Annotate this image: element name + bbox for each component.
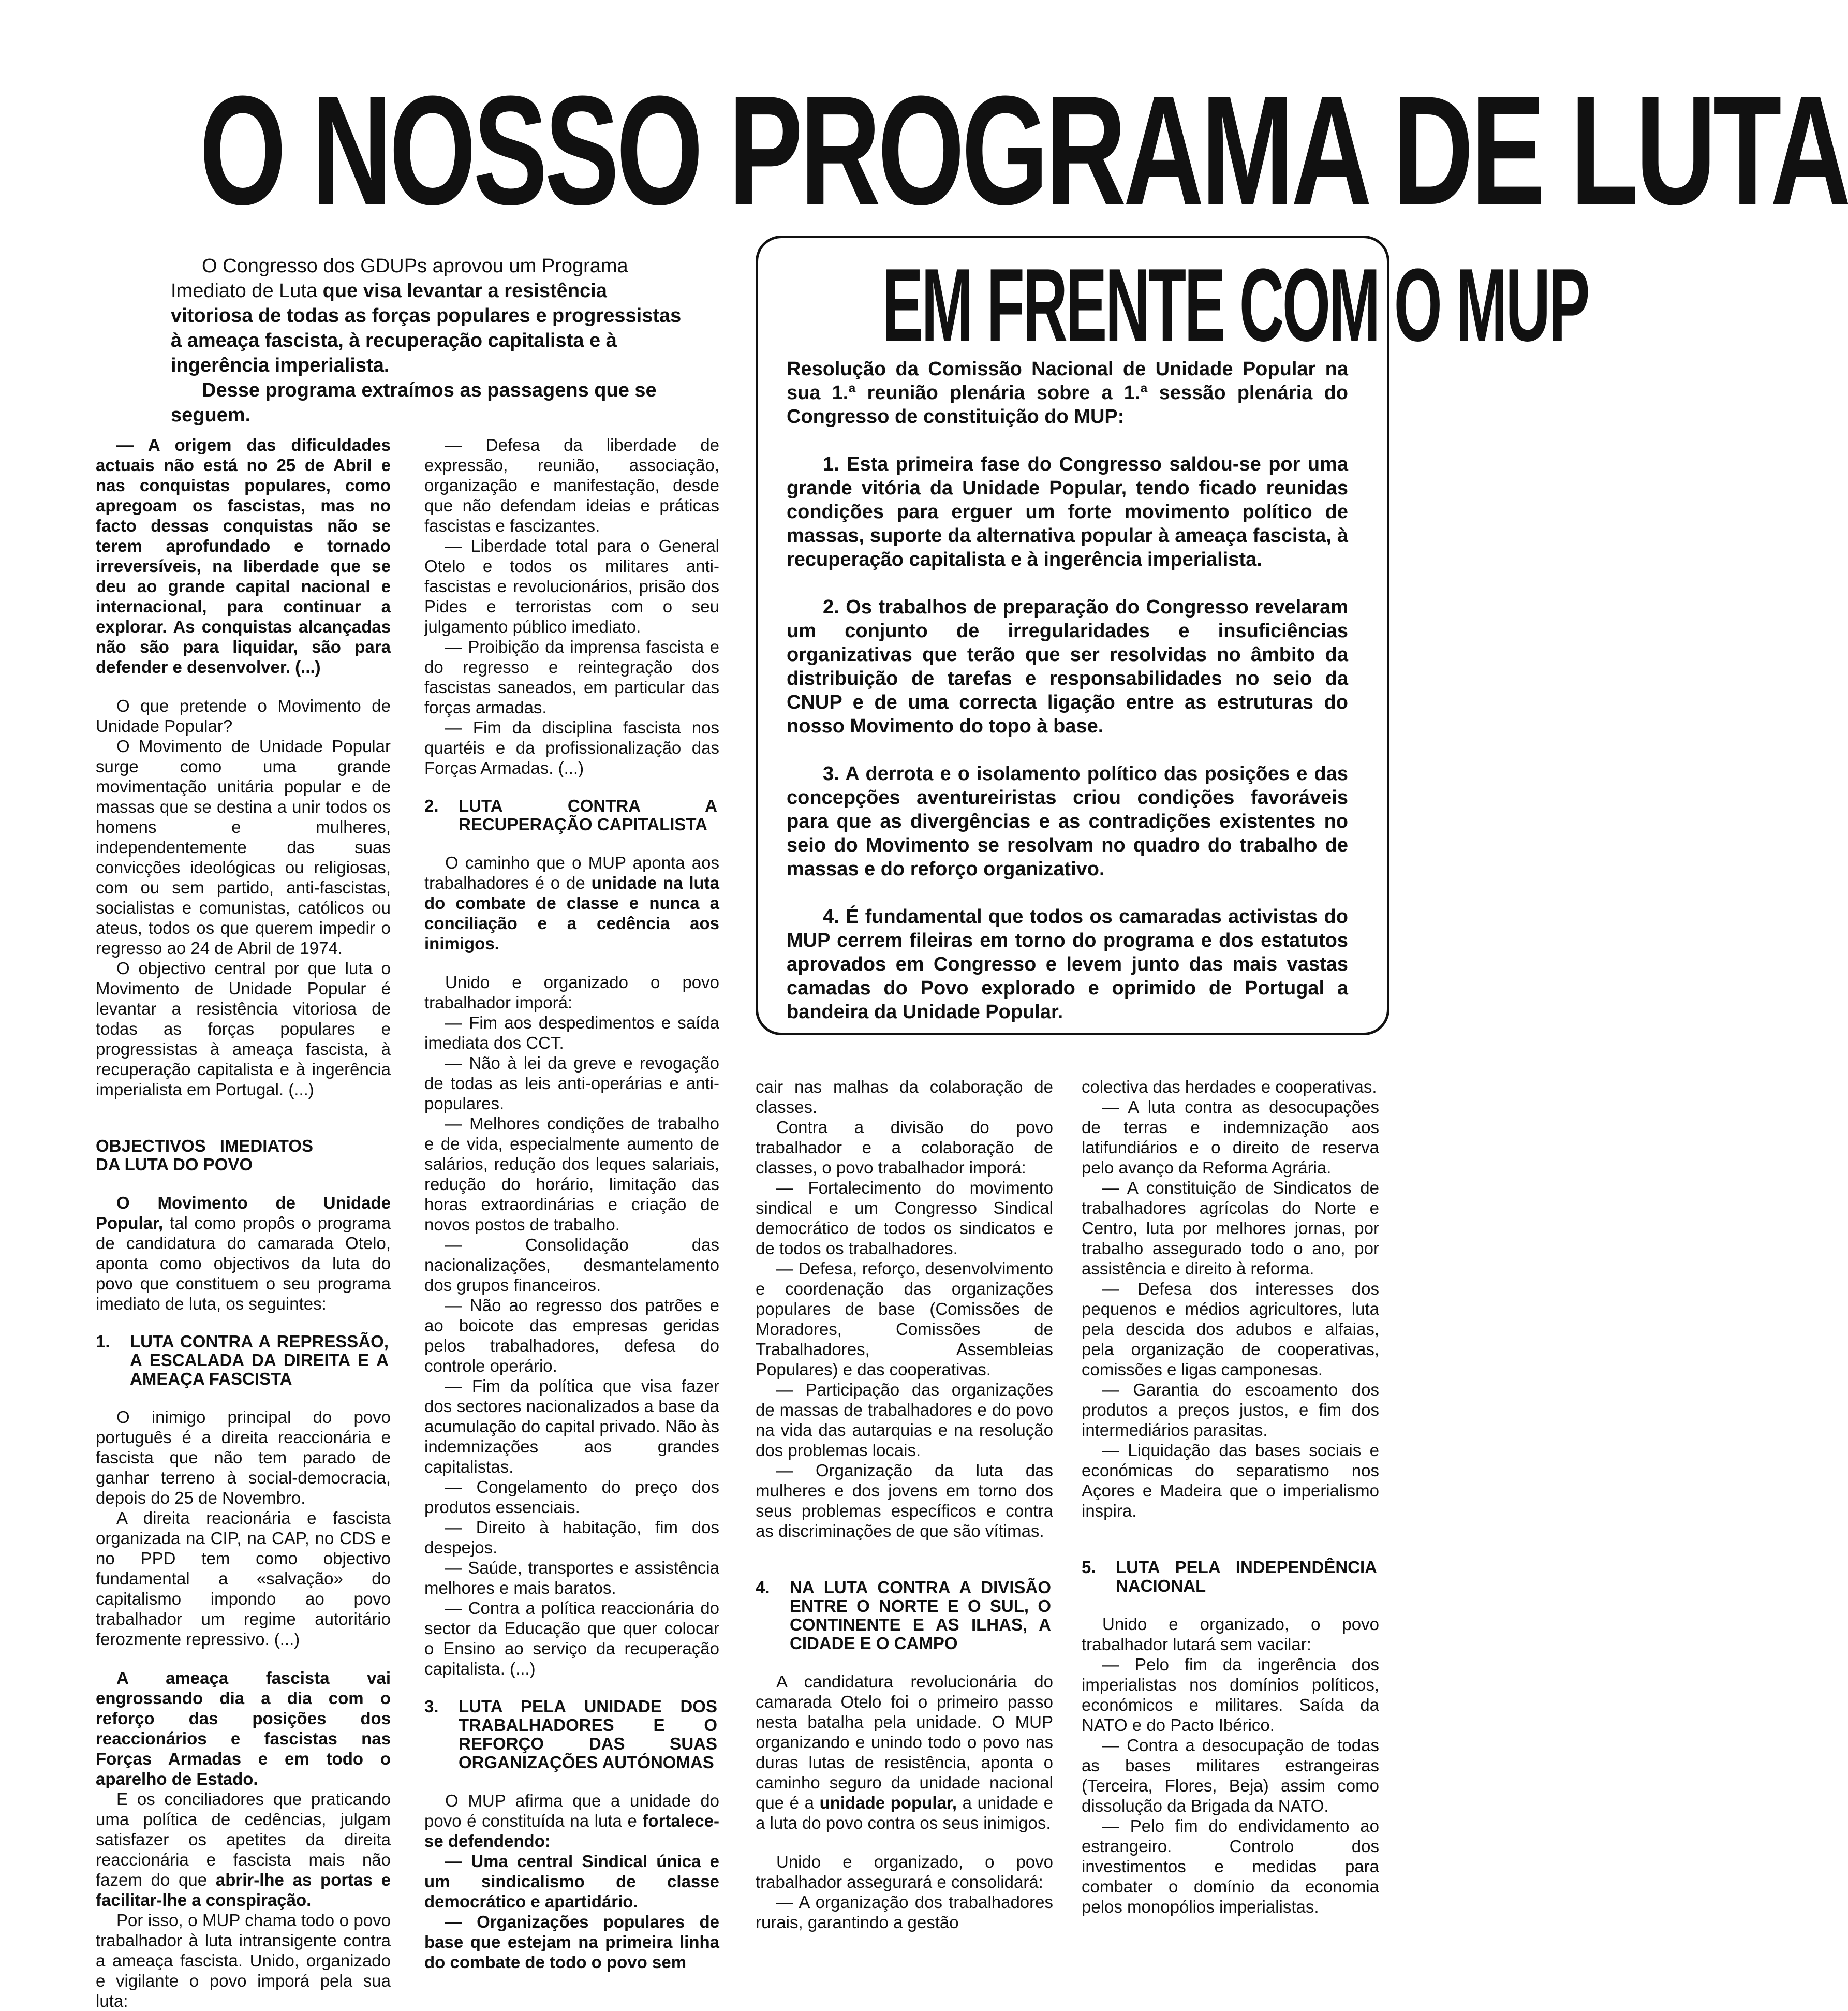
col4-heading-5-num: 5. (1082, 1558, 1096, 1577)
col2-heading-3 (424, 1697, 719, 1772)
col3-p9: — A organização dos trabalhadores rurais, garantindo a gestão (756, 1892, 1053, 1932)
column-1 (96, 435, 391, 2011)
page-headline: O NOSSO PROGRAMA DE LUTA (199, 63, 1848, 237)
col3-p6: — Organização da luta das mulheres e dos jovens em torno dos seus problemas específicos e contra as discriminações de que são vítimas. (756, 1461, 1053, 1540)
col2-p5-b: unidade na luta do combate de classe e nunca a conciliação e a cedência aos inimigos. (424, 873, 719, 953)
col4-p9: — Contra a desocupação de todas as bases militares estrangeiras (Terceira, Flores, Beja) assim como dissolução da Brigada da NATO. (1082, 1736, 1379, 1815)
column-3 (756, 1077, 1053, 1932)
col2-heading-2-text: LUTA CONTRA A RECUPERAÇÃO CAPITALISTA (459, 796, 717, 834)
col3-heading-4 (756, 1578, 1053, 1653)
col2-p18: — Uma central Sindical única e um sindicalismo de classe democrático e apartidário. (424, 1852, 719, 1911)
col3-heading-4-text: NA LUTA CONTRA A DIVISÃO ENTRE O NORTE E O SUL, O CONTINENTE E AS ILHAS, A CIDADE E O CAMPO (790, 1578, 1051, 1653)
col2-p16: — Contra a política reaccionária do sector da Educação que quer colocar o Ensino ao serviço da recuperação capitalista. (...) (424, 1598, 719, 1678)
col4-p6: — Liquidação das bases sociais e económicas do separatismo nos Açores e Madeira que o imperialismo inspira. (1082, 1441, 1379, 1520)
col1-p5-a: O Movimento de Unidade Popular, (96, 1193, 391, 1232)
col3-p7-b: unidade popular, (819, 1793, 957, 1812)
col2-heading-3-text: LUTA PELA UNIDADE DOS TRABALHADORES E O REFORÇO DAS SUAS ORGANIZAÇÕES AUTÓNOMAS (459, 1697, 717, 1772)
col3-p4: — Defesa, reforço, desenvolvimento e coordenação das organizações populares de base (Comissões de Moradores, Comissões de Trabalhadores, Assembleias Populares) e das cooperativas. (756, 1259, 1053, 1379)
col2-p14: — Direito à habitação, fim dos despejos. (424, 1518, 719, 1557)
col3-heading-4-num: 4. (756, 1578, 770, 1597)
col1-heading-1-text: LUTA CONTRA A REPRESSÃO, A ESCALADA DA DIREITA E A AMEAÇA FASCISTA (130, 1332, 389, 1388)
col4-p3: — A constituição de Sindicatos de trabalhadores agrícolas do Norte e Centro, luta por melhores jornas, por trabalho assegurado todo o ano, por assistência e direito à reforma. (1082, 1178, 1379, 1278)
resolution-intro: Resolução da Comissão Nacional de Unidade Popular na sua 1.ª reunião plenária sobre a 1.ª sessão plenária do Congresso de constituição do MUP: (787, 358, 1348, 428)
col3-p8: Unido e organizado, o povo trabalhador assegurará e consolidará: (756, 1852, 1053, 1891)
col1-p6: O inimigo principal do povo português é a direita reaccionária e fascista que não tem parado de ganhar terreno à social-democracia, depois do 25 de Novembro. (96, 1407, 391, 1507)
col2-p17-b: fortalece-se defendendo: (424, 1811, 719, 1851)
col3-p7-c: a unidade e a luta do povo contra os seus inimigos. (756, 1793, 1053, 1832)
col2-p1: — Defesa da liberdade de expressão, reunião, associação, organização e manifestação, desde que não defendam ideias e práticas fascistas e fascizantes. (424, 435, 719, 535)
col4-p5: — Garantia do escoamento dos produtos a preços justos, e fim dos intermediários parasitas. (1082, 1380, 1379, 1440)
col1-p9-a: E os conciliadores que praticando uma política de cedências, julgam satisfazer os apetites da direita reaccionária e fascista mais não fazem do que (96, 1789, 391, 1889)
col4-p1: colectiva das herdades e cooperativas. (1082, 1077, 1377, 1096)
col2-p7: — Fim aos despedimentos e saída imediata dos CCT. (424, 1013, 719, 1052)
resolution-item-1: 1. Esta primeira fase do Congresso saldou-se por uma grande vitória da Unidade Popular, tendo ficado reunidas condições para erguer um forte movimento político de massas, suporte da alternativa popular à ameaça fascista, à recuperação capitalista e à ingerência imperialista. (787, 453, 1348, 570)
col2-heading-3-num: 3. (424, 1697, 439, 1716)
col1-p2: O que pretende o Movimento de Unidade Popular? (96, 696, 391, 736)
col2-p4: — Fim da disciplina fascista nos quartéis e da profissionalização das Forças Armadas. (...) (424, 718, 719, 777)
col2-p17-a: O MUP afirma que a unidade do povo é constituída na luta e (424, 1791, 719, 1830)
resolution-box-body (787, 357, 1348, 1024)
col2-heading-2 (424, 797, 719, 834)
col4-p10: — Pelo fim do endividamento ao estrangeiro. Controlo dos investimentos e medidas para combater o domínio da economia pelos monopólios imperialistas. (1082, 1816, 1379, 1916)
col1-p3: O Movimento de Unidade Popular surge como uma grande movimentação unitária popular e de massas que se destina a unir todos os homens e mulheres, independentemente das suas convicções ideológicas ou religiosas, com ou sem partido, anti-fascistas, socialistas e comunistas, católicos ou ateus, todos os que querem impedir o regresso ao 24 de Abril de 1974. (96, 737, 391, 958)
col2-heading-2-num: 2. (424, 796, 439, 815)
column-2 (424, 435, 719, 1972)
col3-p7-a: A candidatura revolucionária do camarada Otelo foi o primeiro passo nesta batalha pela unidade. O MUP organizando e unindo todo o povo nas duras lutas de resistência, aponta o caminho seguro da unidade nacional que é a (756, 1672, 1053, 1812)
col2-p15: — Saúde, transportes e assistência melhores e mais baratos. (424, 1558, 719, 1597)
col3-p2: Contra a divisão do povo trabalhador e a colaboração de classes, o povo trabalhador imporá: (756, 1118, 1053, 1177)
resolution-item-2: 2. Os trabalhos de preparação do Congresso revelaram um conjunto de irregularidades e insuficiências organizativas que terão que ser resolvidas no âmbito da distribuição de tarefas e responsabilidades no seio da CNUP e de uma correcta ligação entre as estruturas do nosso Movimento do topo à base. (787, 596, 1348, 737)
resolution-item-4: 4. É fundamental que todos os camaradas activistas do MUP cerrem fileiras em torno do programa e dos estatutos aprovados em Congresso e levem junto das mais vastas camadas do Povo explorado e oprimido de Portugal a bandeira da Unidade Popular. (787, 906, 1348, 1023)
col4-p4: — Defesa dos interesses dos pequenos e médios agricultores, luta pela descida dos adubos e alfaias, pela organização de cooperativas, comissões e ligas camponesas. (1082, 1279, 1379, 1379)
col3-p1: cair nas malhas da colaboração de classes. (756, 1077, 1053, 1117)
col1-p5-b: tal como propôs o programa de candidatura do camarada Otelo, aponta como objectivos da luta do povo que constituem o seu programa imediato de luta, os seguintes: (96, 1213, 391, 1313)
col2-p8: — Não à lei da greve e revogação de todas as leis anti-operárias e anti-populares. (424, 1053, 719, 1113)
col2-p13: — Congelamento do preço dos produtos essenciais. (424, 1477, 719, 1517)
intro-text-b: que visa levantar a resistência vitoriosa de todas as forças populares e progressistas à ameaça fascista, à recuperação capitalista e à ingerência imperialista. (171, 280, 682, 376)
col4-heading-5 (1082, 1558, 1379, 1595)
intro-text-2: Desse programa extraímos as passagens que se seguem. (171, 379, 657, 426)
col2-p19: — Organizações populares de base que estejam na primeira linha do combate de todo o povo sem (424, 1912, 719, 1972)
col2-p5-a: O caminho que o MUP aponta aos trabalhadores é o de (424, 853, 719, 892)
col2-p9: — Melhores condições de trabalho e de vida, especialmente aumento de salários, redução dos leques salariais, redução do horário, limitação das horas extraordinárias e criação de novos postos de trabalho. (424, 1114, 719, 1234)
col2-p11: — Não ao regresso dos patrões e ao boicote das empresas geridas pelos trabalhadores, defesa do controle operário. (424, 1296, 719, 1375)
col3-p5: — Participação das organizações de massas de trabalhadores e do povo na vida das autarquias e na resolução dos problemas locais. (756, 1380, 1053, 1460)
intro-paragraph (171, 254, 688, 428)
col4-p2: — A luta contra as desocupações de terras e indemnização aos latifundiários e o direito de reserva pelo avanço da Reforma Agrária. (1082, 1097, 1379, 1177)
resolution-box-title: EM FRENTE COM O MUP (882, 247, 1588, 363)
col2-p10: — Consolidação das nacionalizações, desmantelamento dos grupos financeiros. (424, 1235, 719, 1295)
col4-heading-5-text: LUTA PELA INDEPENDÊNCIA NACIONAL (1116, 1558, 1377, 1595)
col2-p12: — Fim da política que visa fazer dos sectores nacionalizados a base da acumulação do capital privado. Não às indemnizações aos grandes capitalistas. (424, 1376, 719, 1476)
col1-p1: — A origem das dificuldades actuais não está no 25 de Abril e nas conquistas populares, como apregoam os fascistas, mas no facto dessas conquistas não se terem aprofundado e tornado irreversíveis, na liberdade que se deu ao grande capital nacional e internacional, para continuar a explorar. As conquistas alcançadas não são para liquidar, são para defender e desenvolver. (...) (96, 435, 391, 677)
col1-p7: A direita reacionária e fascista organizada na CIP, na CAP, no CDS e no PPD tem como objectivo fundamental a «salvação» do capitalismo impondo ao povo trabalhador um regime autoritário ferozmente repressivo. (...) (96, 1508, 391, 1649)
col4-p7: Unido e organizado, o povo trabalhador lutará sem vacilar: (1082, 1614, 1379, 1654)
col1-p4: O objectivo central por que luta o Movimento de Unidade Popular é levantar a resistência vitoriosa de todas as forças populares e progressistas à ameaça fascista, à recuperação capitalista e à ingerência imperialista em Portugal. (...) (96, 959, 391, 1099)
col1-p9-b: abrir-lhe as portas e facilitar-lhe a conspiração. (96, 1870, 391, 1910)
resolution-item-3: 3. A derrota e o isolamento político das posições e das concepções aventureiristas criou condições favoráveis para que as divergências e as contradições existentes no seio do Movimento se resolvam no quadro do trabalho de massas e do reforço organizativo. (787, 763, 1348, 880)
col1-heading-1 (96, 1332, 391, 1388)
col1-heading-objectivos: OBJECTIVOS IMEDIATOS DA LUTA DO POVO (96, 1136, 313, 1174)
column-4 (1082, 1077, 1379, 1917)
col4-p8: — Pelo fim da ingerência dos imperialistas nos domínios políticos, económicos e militares. Saída da NATO e do Pacto Ibérico. (1082, 1655, 1379, 1735)
col1-heading-1-num: 1. (96, 1332, 110, 1351)
col1-p10: Por isso, o MUP chama todo o povo trabalhador à luta intransigente contra a ameaça fascista. Unido, organizado e vigilante o povo imporá pela sua luta: (96, 1911, 391, 2010)
intro-text-a: O Congresso dos GDUPs aprovou um Programa Imediato de Luta (171, 255, 628, 302)
col2-p2: — Liberdade total para o General Otelo e todos os militares anti-fascistas e revolucionários, prisão dos Pides e terroristas com o seu julgamento público imediato. (424, 536, 719, 636)
col2-p3: — Proibição da imprensa fascista e do regresso e reintegração dos fascistas saneados, em particular das forças armadas. (424, 637, 719, 717)
col1-p8: A ameaça fascista vai engrossando dia a dia com o reforço das posições dos reaccionários e fascistas nas Forças Armadas e em todo o aparelho de Estado. (96, 1668, 391, 1788)
col2-p6: Unido e organizado o povo trabalhador imporá: (424, 973, 719, 1012)
col3-p3: — Fortalecimento do movimento sindical e um Congresso Sindical democrático de todos os sindicatos e de todos os trabalhadores. (756, 1178, 1053, 1258)
